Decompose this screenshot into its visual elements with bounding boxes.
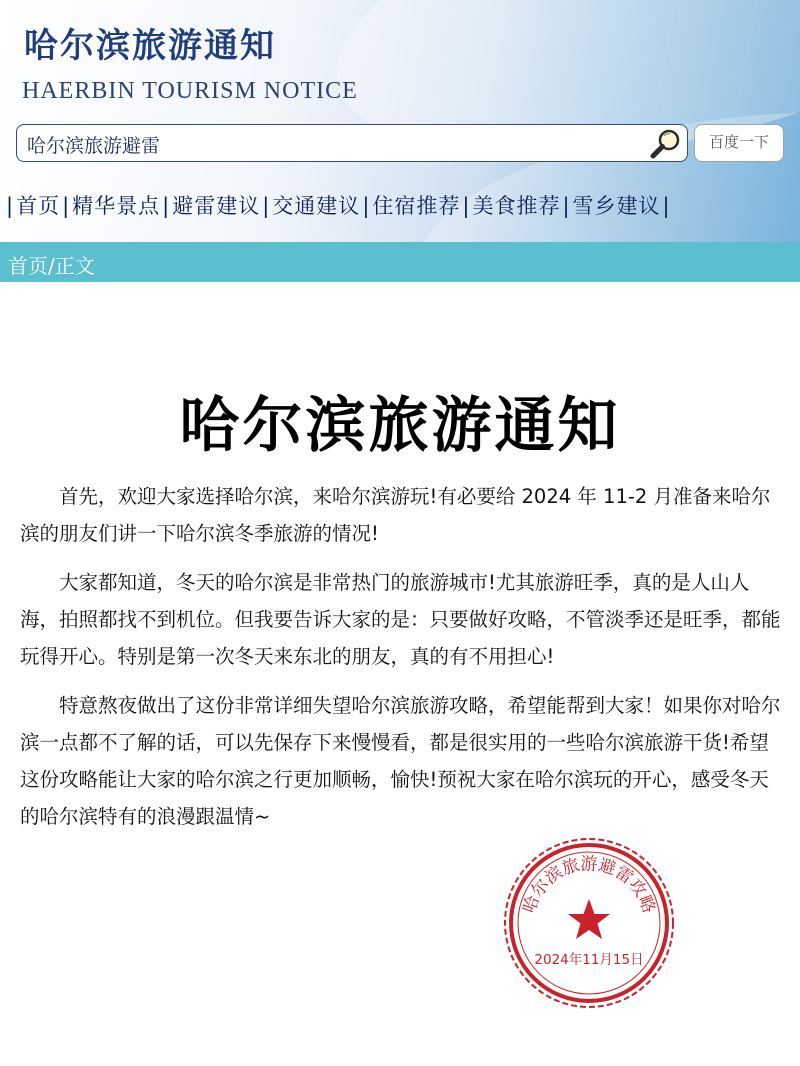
nav-item-transport[interactable]: 交通建议 <box>272 194 361 218</box>
site-title: 哈尔滨旅游通知 <box>24 26 276 66</box>
search-input[interactable] <box>25 130 629 158</box>
article-paragraph: 特意熬夜做出了这份非常详细失望哈尔滨旅游攻略，希望能帮到大家！如果你对哈尔滨一点都不了解的话，可以先保存下来慢慢看，都是很实用的一些哈尔滨旅游干货!希望这份攻略能让大家的哈尔滨之行更加顺畅，愉快!预祝大家在哈尔滨玩的开心，感受冬天的哈尔滨特有的浪漫跟温情~ <box>20 694 781 828</box>
nav-item-food[interactable]: 美食推荐 <box>472 194 561 218</box>
nav-separator: | <box>362 194 371 218</box>
nav-separator: | <box>62 194 71 218</box>
article-paragraph: 首先，欢迎大家选择哈尔滨，来哈尔滨游玩!有必要给 2024 年 11-2 月准备来哈尔滨的朋友们讲一下哈尔滨冬季旅游的情况! <box>20 485 771 545</box>
nav-item-snow-town[interactable]: 雪乡建议 <box>572 194 661 218</box>
nav-item-pitfalls[interactable]: 避雷建议 <box>172 194 261 218</box>
official-seal <box>502 836 676 1010</box>
breadcrumb[interactable]: 首页/正文 <box>8 254 95 278</box>
search-icon[interactable] <box>649 127 683 161</box>
nav-item-lodging[interactable]: 住宿推荐 <box>372 194 461 218</box>
site-subtitle: HAERBIN TOURISM NOTICE <box>22 78 358 104</box>
search-bar <box>16 124 688 162</box>
seal-date: 2024年11月15日 <box>534 952 644 968</box>
nav-item-home[interactable]: 首页 <box>16 194 61 218</box>
star-icon <box>568 899 610 939</box>
breadcrumb-bar <box>0 242 800 282</box>
nav-separator: | <box>562 194 571 218</box>
nav-separator: | <box>162 194 171 218</box>
seal-arc-text: 哈尔滨旅游避雷攻略 <box>519 854 659 916</box>
article-title: 哈尔滨旅游通知 <box>179 391 621 461</box>
main-nav <box>4 190 673 224</box>
nav-separator: | <box>462 194 471 218</box>
nav-separator: | <box>662 194 671 218</box>
article-paragraph: 大家都知道，冬天的哈尔滨是非常热门的旅游城市!尤其旅游旺季，真的是人山人海，拍照都找不到机位。但我要告诉大家的是：只要做好攻略，不管淡季还是旺季，都能玩得开心。特别是第一次冬天来东北的朋友，真的有不用担心! <box>20 571 781 668</box>
nav-separator: | <box>6 194 15 218</box>
nav-item-attractions[interactable]: 精华景点 <box>72 194 161 218</box>
site-header <box>0 0 800 242</box>
nav-separator: | <box>262 194 271 218</box>
search-button[interactable]: 百度一下 <box>694 124 784 162</box>
